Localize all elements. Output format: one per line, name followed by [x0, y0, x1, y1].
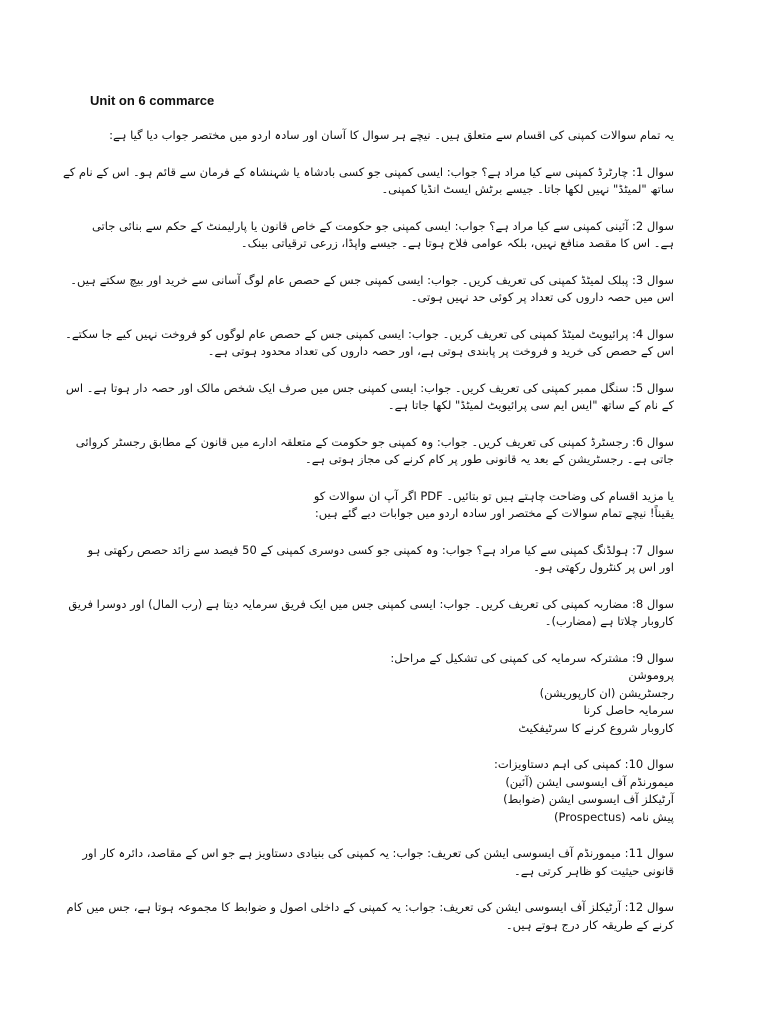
paragraph-intro: [90, 127, 674, 145]
paragraph-line: سوال 6: رجسٹرڈ کمپنی کی تعریف کریں۔ جواب: وہ کمپنی جو حکومت کے متعلقہ ادارے میں قانون کے مطابق رجسٹر کروائی: [75, 434, 674, 449]
paragraph-q3: [70, 272, 674, 307]
paragraph-q11: [82, 845, 674, 880]
document-body: [62, 127, 674, 934]
paragraph-q5: [65, 380, 674, 415]
paragraph-q4: [65, 326, 674, 361]
paragraph-line: کے نام کے ساتھ "ایس ایم سی پرائیویٹ لمیٹڈ" لکھا جاتا ہے۔: [387, 398, 674, 412]
paragraph-line: سوال 3: پبلک لمیٹڈ کمپنی کی تعریف کریں۔ جواب: ایسی کمپنی جس کے حصص عام لوگ آسانی سے خرید اور بیچ سکتے ہیں۔: [70, 272, 674, 287]
paragraph-line: اس کے حصص کی خرید و فروخت پر پابندی ہوتی ہے، اور حصہ داروں کی تعداد محدود ہوتی ہے۔: [207, 344, 674, 358]
paragraph-line: سوال 8: مضاربہ کمپنی کی تعریف کریں۔ جواب: ایسی کمپنی جس میں ایک فریق سرمایہ دیتا ہے (رب المال) اور دوسرا فریق: [68, 596, 674, 611]
paragraph-line: سوال 1: چارٹرڈ کمپنی سے کیا مراد ہے؟ جواب: ایسی کمپنی جو کسی بادشاہ یا شہنشاہ کے فرمان سے قائم ہو۔ اس کے نام کے: [62, 164, 674, 179]
paragraph-q6: [75, 434, 674, 469]
paragraph-line: یہ تمام سوالات کمپنی کی اقسام سے متعلق ہیں۔ نیچے ہر سوال کا آسان اور سادہ اردو میں مختصر جواب دیا گیا ہے:: [109, 128, 674, 142]
paragraph-line: آرٹیکلز آف ایسوسی ایشن (ضوابط): [503, 792, 674, 806]
paragraph-line: سوال 9: مشترکہ سرمایہ کی کمپنی کی تشکیل کے مراحل:: [390, 650, 674, 665]
paragraph-line: سوال 10: کمپنی کی اہم دستاویزات:: [494, 757, 674, 771]
paragraph-line: سرمایہ حاصل کرنا: [583, 703, 674, 717]
paragraph-line: میمورنڈم آف ایسوسی ایشن (آئین): [505, 774, 674, 789]
paragraph-q12: [66, 899, 674, 934]
paragraph-line: قانونی حیثیت کو ظاہر کرتی ہے۔: [514, 863, 674, 878]
paragraph-line: رجسٹریشن (ان کارپوریشن): [539, 685, 674, 700]
paragraph-line: اور اس پر کنٹرول رکھتی ہو۔: [533, 560, 674, 574]
paragraph-line: سوال 4: پرائیویٹ لمیٹڈ کمپنی کی تعریف کریں۔ جواب: ایسی کمپنی جس کے حصص عام لوگوں کو فروخت نہیں کیے جا سکتے۔: [65, 326, 674, 341]
paragraph-line: ساتھ "لمیٹڈ" نہیں لکھا جاتا۔ جیسے برٹش ایسٹ انڈیا کمپنی۔: [381, 182, 674, 196]
paragraph-q1: [62, 164, 674, 199]
paragraph-q8: [68, 596, 674, 631]
document-title: Unit on 6 commarce: [90, 93, 215, 108]
paragraph-q2: [90, 218, 674, 253]
paragraph-line: پروموشن: [628, 668, 674, 682]
paragraph-line: سوال 11: میمورنڈم آف ایسوسی ایشن کی تعریف: جواب: یہ کمپنی کی بنیادی دستاویز ہے جو اس کے مقاصد، دائرہ کار اور: [82, 846, 674, 860]
paragraph-line: اس میں حصہ داروں کی تعداد پر کوئی حد نہیں ہوتی۔: [410, 290, 674, 304]
paragraph-line: کاروبار شروع کرنے کا سرٹیفکیٹ: [518, 720, 674, 735]
paragraph-line: سوال 2: آئینی کمپنی سے کیا مراد ہے؟ جواب: ایسی کمپنی جو حکومت کے خاص قانون یا پارلیمنٹ کے حکم سے بنائی جاتی: [91, 218, 674, 233]
paragraph-line: پیش نامہ (Prospectus): [554, 809, 674, 824]
paragraph-line: ہے۔ اس کا مقصد منافع نہیں، بلکہ عوامی فلاح ہوتا ہے۔ جیسے واپڈا، زرعی ترقیاتی بینک۔: [240, 236, 674, 250]
paragraph-line: کرنے کے طریقہ کار درج ہوتے ہیں۔: [505, 917, 674, 932]
paragraph-note: [90, 488, 674, 523]
paragraph-line: سوال 7: ہولڈنگ کمپنی سے کیا مراد ہے؟ جواب: وہ کمپنی جو کسی دوسری کمپنی کے 50 فیصد سے زائد حصص رکھتی ہو: [87, 542, 674, 557]
paragraph-q7: [87, 542, 674, 577]
paragraph-line: جاتی ہے۔ رجسٹریشن کے بعد یہ قانونی طور پر کام کرنے کی مجاز ہوتی ہے۔: [304, 452, 674, 466]
paragraph-q9: [90, 650, 674, 738]
paragraph-line: سوال 5: سنگل ممبر کمپنی کی تعریف کریں۔ جواب: ایسی کمپنی جس میں صرف ایک شخص مالک اور حصہ دار ہوتا ہے۔ اس: [65, 380, 674, 395]
paragraph-line: یا مزید اقسام کی وضاحت چاہتے ہیں تو بتائیں۔ PDF اگر آپ ان سوالات کو: [313, 488, 674, 503]
paragraph-line: کاروبار چلاتا ہے (مضارب)۔: [544, 614, 674, 628]
paragraph-line: یقیناً! نیچے تمام سوالات کے مختصر اور سادہ اردو میں جوابات دیے گئے ہیں:: [314, 506, 674, 520]
paragraph-line: سوال 12: آرٹیکلز آف ایسوسی ایشن کی تعریف: جواب: یہ کمپنی کے داخلی اصول و ضوابط کا مجموعہ ہوتا ہے، جس میں کام: [66, 900, 674, 914]
paragraph-q10: [90, 756, 674, 826]
